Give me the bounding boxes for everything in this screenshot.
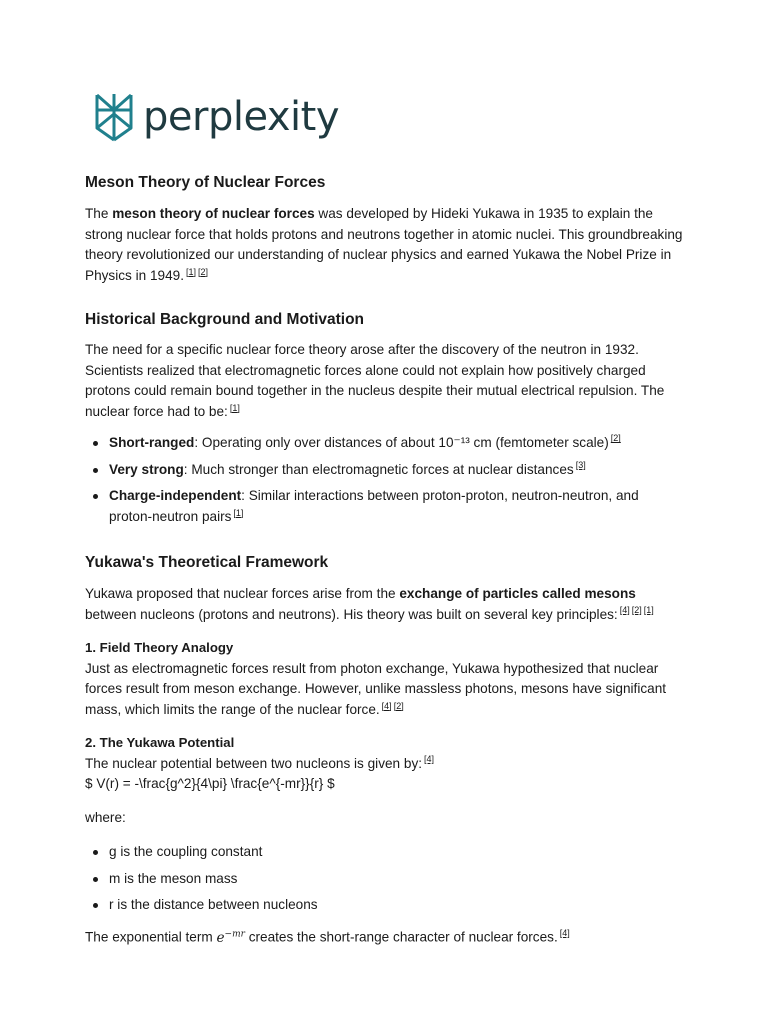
history-heading: Historical Background and Motivation bbox=[85, 311, 365, 328]
framework-paragraph: Yukawa proposed that nuclear forces arise from the exchange of particles called mesons between nucleons (protons and neutrons). His theory was built on several key principles: [4] [2] [1] bbox=[85, 586, 654, 622]
citation-link[interactable]: [1] bbox=[186, 266, 197, 277]
logo-text: perplexity bbox=[143, 94, 339, 140]
perplexity-logo bbox=[93, 92, 339, 142]
field-theory-heading: 1. Field Theory Analogy bbox=[85, 640, 234, 655]
citation-link[interactable]: [2] bbox=[631, 605, 642, 616]
citation-link[interactable]: [2] bbox=[393, 700, 404, 711]
variables-list bbox=[85, 842, 685, 916]
yukawa-potential-section: 2. The Yukawa Potential The nuclear potential between two nucleons is given by: [4] $ V(r) = -\frac{g^2}{4\pi} \frac{e^{-mr}}{r} $ bbox=[85, 735, 435, 792]
intro-paragraph: The meson theory of nuclear forces was developed by Hideki Yukawa in 1935 to explain the strong nuclear force that holds protons and neutrons together in atomic nuclei. This groundbreaking theory revolutionized our understanding of nuclear physics and earned Yukawa the Nobel Prize in Physics in 1949. [1] [2] bbox=[85, 206, 683, 284]
list-item: g is the coupling constant bbox=[85, 842, 685, 863]
citation-link[interactable]: [2] bbox=[610, 433, 621, 444]
list-item: Very strong: Much stronger than electromagnetic forces at nuclear distances [3] bbox=[85, 460, 685, 481]
where-label: where: bbox=[85, 810, 126, 825]
citation-link[interactable]: [3] bbox=[575, 460, 586, 471]
citation-link[interactable]: [2] bbox=[198, 266, 209, 277]
requirements-list bbox=[85, 433, 685, 528]
citation-link[interactable]: [4] bbox=[619, 605, 630, 616]
citation-link[interactable]: [4] bbox=[559, 928, 570, 938]
list-item: m is the meson mass bbox=[85, 869, 685, 890]
history-paragraph: The need for a specific nuclear force theory arose after the discovery of the neutron in 1932. Scientists realized that electromagnetic forces alone could not explain how positively charged protons could remain bound together in the nucleus despite their mutual electrical repulsion. The nuclear force had to be: [1] bbox=[85, 342, 665, 420]
citation-link[interactable]: [1] bbox=[229, 402, 240, 413]
field-theory-section: 1. Field Theory Analogy Just as electromagnetic forces result from photon exchange, Yukawa hypothesized that nuclear forces result from meson exchange. However, unlike massless photons, mesons have significant mass, which limits the range of the nuclear force. [4] [2] bbox=[85, 640, 667, 718]
citation-link[interactable]: [4] bbox=[424, 754, 435, 765]
citation-link[interactable]: [4] bbox=[381, 700, 392, 711]
citation-link[interactable]: [1] bbox=[233, 507, 244, 518]
yukawa-potential-heading: 2. The Yukawa Potential bbox=[85, 735, 235, 750]
page-title: Meson Theory of Nuclear Forces bbox=[85, 174, 326, 191]
citation-link[interactable]: [1] bbox=[643, 605, 654, 616]
exponential-term: $e^{-mr}$ bbox=[216, 929, 245, 946]
list-item: Short-ranged: Operating only over distances of about 10⁻¹³ cm (femtometer scale) [2] bbox=[85, 433, 685, 454]
framework-heading: Yukawa's Theoretical Framework bbox=[85, 554, 329, 571]
list-item: r is the distance between nucleons bbox=[85, 895, 685, 916]
perplexity-logo-icon bbox=[93, 92, 135, 142]
exponential-paragraph: The exponential term $e^{-mr}$ creates the short-range character of nuclear forces. [4] bbox=[85, 928, 570, 946]
list-item: Charge-independent: Similar interactions between proton-proton, neutron-neutron, and proton-neutron pairs [1] bbox=[85, 486, 685, 527]
formula: $ V(r) = -\frac{g^2}{4\pi} \frac{e^{-mr}}{r} $ bbox=[85, 776, 335, 792]
